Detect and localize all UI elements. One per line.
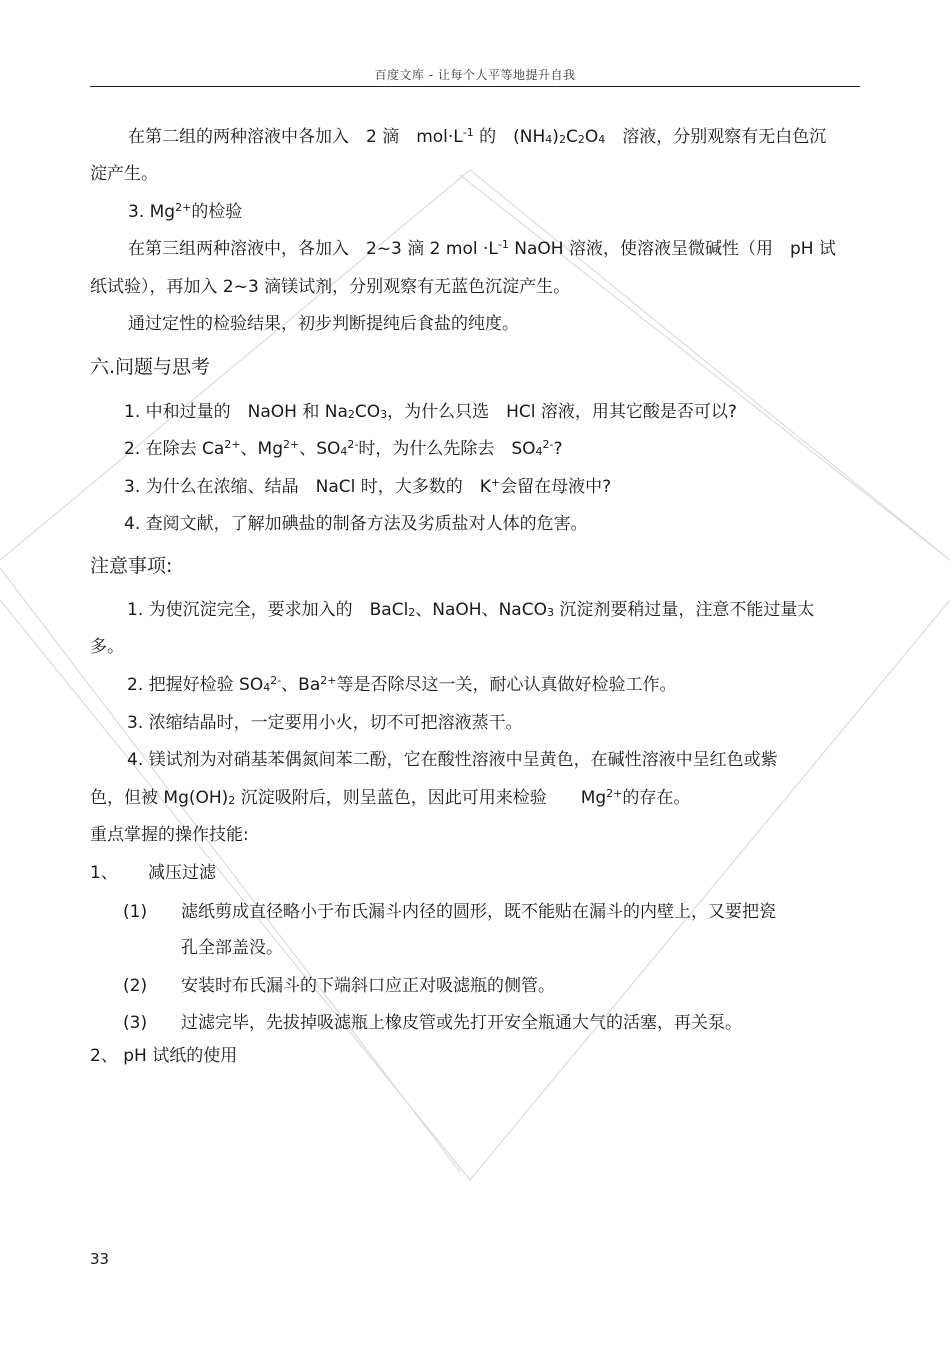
skill-1-step-3-number: (3) xyxy=(123,1013,148,1033)
header-divider xyxy=(90,86,860,87)
note-4-line2: 色，但被 $Mg(OH)_2$ 沉淀吸附后，则呈蓝色，因此可用来检验 $Mg^{2+}$的存在。 xyxy=(90,786,691,808)
skill-1-title: 减压过滤 xyxy=(148,863,216,883)
skill-1-step-1-line1: 滤纸剪成直径略小于布氏漏斗内径的圆形，既不能贴在漏斗的内壁上，又要把瓷 xyxy=(181,902,776,922)
note-3: 3. 浓缩结晶时，一定要用小火，切不可把溶液蒸干。 xyxy=(127,713,523,733)
skill-1-step-2: 安装时布氏漏斗的下端斜口应正对吸滤瓶的侧管。 xyxy=(181,976,555,996)
skill-1-step-1-number: (1) xyxy=(123,902,148,922)
paragraph-purity: 通过定性的检验结果，初步判断提纯后食盐的纯度。 xyxy=(128,314,519,334)
skill-1-step-2-number: (2) xyxy=(123,976,148,996)
question-4: 4. 查阅文献，了解加碘盐的制备方法及劣质盐对人体的危害。 xyxy=(124,514,588,534)
mg-test-heading: 3. $Mg^{2+}$的检验 xyxy=(128,200,243,222)
question-1: 1. 中和过量的 NaOH 和 $Na_2CO_3$，为什么只选 HCl 溶液，用其它酸是否可以? xyxy=(124,402,737,422)
questions-heading: 六.问题与思考 xyxy=(90,356,211,378)
page-number: 33 xyxy=(90,1250,110,1268)
page-header: 百度文库 - 让每个人平等地提升自我 xyxy=(374,68,576,82)
question-3: 3. 为什么在浓缩、结晶 NaCl 时，大多数的 K+会留在母液中? xyxy=(124,475,612,497)
note-1-line2: 多。 xyxy=(90,637,124,657)
skills-heading: 重点掌握的操作技能: xyxy=(90,825,249,845)
skill-1-step-1-line2: 孔全部盖没。 xyxy=(181,938,283,958)
skill-2-title: 2、 pH 试纸的使用 xyxy=(90,1046,238,1066)
note-4-line1: 4. 镁试剂为对硝基苯偶氮间苯二酚，它在酸性溶液中呈黄色，在碱性溶液中呈红色或紫 xyxy=(127,750,778,770)
paragraph-2nd-group-line1: 在第二组的两种溶液中各加入 2 滴 $mol\cdot L^{-1}$ 的 $(NH_4)_2C_2O_4$ 溶液，分别观察有无白色沉 xyxy=(128,125,827,147)
question-2: 2. 在除去 $Ca^{2+}$、$Mg^{2+}$、$SO_4^{2-}$时，为什么先除去 $SO_4^{2-}$? xyxy=(124,437,563,459)
note-1-line1: 1. 为使沉淀完全，要求加入的 BaCl$_2$、NaOH、NaCO$_3$ 沉淀剂要稍过量，注意不能过量太 xyxy=(127,600,815,620)
note-2: 2. 把握好检验 $SO_4^{2-}$、$Ba^{2+}$等是否除尽这一关，耐心认真做好检验工作。 xyxy=(127,673,677,695)
skill-1-step-3: 过滤完毕，先拔掉吸滤瓶上橡皮管或先打开安全瓶通大气的活塞，再关泵。 xyxy=(181,1013,742,1033)
paragraph-2nd-group-line2: 淀产生。 xyxy=(90,164,158,184)
notes-heading: 注意事项: xyxy=(90,555,173,577)
paragraph-3rd-group-line1: 在第三组两种溶液中，各加入 2~3 滴 2 mol $\cdot L^{-1}$ NaOH 溶液，使溶液呈微碱性（用 pH 试 xyxy=(128,237,836,259)
skill-1-number: 1、 xyxy=(90,863,118,883)
paragraph-3rd-group-line2: 纸试验），再加入 2~3 滴镁试剂，分别观察有无蓝色沉淀产生。 xyxy=(90,277,571,297)
